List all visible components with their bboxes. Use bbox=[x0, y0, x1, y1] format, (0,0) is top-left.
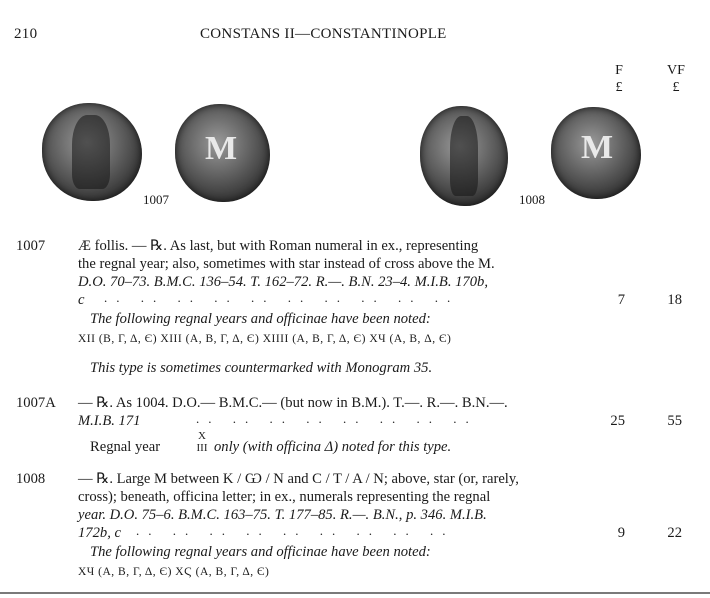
entry-1007-regnal-years: XII (B, Γ, Δ, Є) XIII (A, B, Γ, Δ, Є) XIIII (A, B, Γ, Δ, Є) XЧ (A, B, Δ, Є) bbox=[78, 333, 452, 345]
entry-1007a-note-prefix: Regnal year bbox=[90, 439, 161, 455]
plate-label-1007: 1007 bbox=[143, 192, 169, 207]
entry-1008-line-3: year. D.O. 75–6. B.M.C. 163–75. T. 177–85. R.—. B.N., p. 346. M.I.B. bbox=[78, 507, 487, 523]
leader-dots: .. .. .. .. .. .. .. .. .. bbox=[136, 523, 455, 538]
bottom-edge-divider bbox=[0, 592, 710, 594]
entry-1007a-line-2: M.I.B. 171 bbox=[78, 413, 141, 429]
entry-1008-regnal-years: XЧ (A, B, Γ, Δ, Є) XϚ (A, B, Γ, Δ, Є) bbox=[78, 566, 270, 578]
leader-dots: .. .. .. .. .. .. .. .. bbox=[196, 411, 478, 426]
entry-1007-line-3: D.O. 70–73. B.M.C. 136–54. T. 162–72. R.—. B.N. 23–4. M.I.B. 170b, bbox=[78, 274, 488, 290]
coin-1008-obverse-image bbox=[420, 106, 508, 206]
entry-1008-line-4: 172b, c bbox=[78, 525, 121, 541]
entry-1007-line-4: c bbox=[78, 292, 85, 308]
entry-1007-note: The following regnal years and officinae have been noted: bbox=[90, 311, 431, 327]
grade-vf-heading: VF bbox=[667, 63, 685, 78]
coin-1008-reverse-image: M bbox=[551, 107, 641, 199]
running-title: CONSTANS II—CONSTANTINOPLE bbox=[200, 26, 447, 42]
entry-1007a-price-vf: 55 bbox=[667, 413, 682, 429]
grade-f-heading: F bbox=[615, 63, 623, 78]
entry-1008-note: The following regnal years and officinae have been noted: bbox=[90, 544, 431, 560]
currency-vf: £ bbox=[672, 80, 680, 95]
coin-1007-reverse-image: M bbox=[175, 104, 270, 202]
entry-1007a-line-1: — ℞. As 1004. D.O.— B.M.C.— (but now in B.M.). T.—. R.—. B.N.—. bbox=[78, 395, 508, 411]
entry-1007a-note-suffix: only (with officina Δ) noted for this type. bbox=[214, 439, 452, 455]
entry-1007-line-1: Æ follis. — ℞. As last, but with Roman numeral in ex., representing bbox=[78, 238, 479, 254]
entry-1007-price-f: 7 bbox=[617, 292, 625, 308]
regnal-year-top: X bbox=[198, 430, 206, 442]
entry-1007-price-vf: 18 bbox=[667, 292, 682, 308]
entry-1007a-number: 1007A bbox=[16, 395, 56, 411]
entry-1008-line-2: cross); beneath, officina letter; in ex., numerals representing the regnal bbox=[78, 489, 491, 505]
entry-1007-number: 1007 bbox=[16, 238, 46, 254]
entry-1008-price-vf: 22 bbox=[667, 525, 682, 541]
entry-1008-number: 1008 bbox=[16, 471, 46, 487]
regnal-year-fraction bbox=[195, 430, 209, 454]
entry-1008-price-f: 9 bbox=[617, 525, 625, 541]
coin-1007-obverse-image bbox=[42, 103, 142, 201]
page-number: 210 bbox=[14, 26, 38, 42]
plate-label-1008: 1008 bbox=[519, 192, 545, 207]
entry-1007-line-2: the regnal year; also, sometimes with star instead of cross above the M. bbox=[78, 256, 495, 272]
leader-dots: .. .. .. .. .. .. .. .. .. .. bbox=[104, 290, 460, 305]
entry-1007-footnote: This type is sometimes countermarked with Monogram 35. bbox=[90, 360, 433, 376]
entry-1007a-price-f: 25 bbox=[610, 413, 625, 429]
regnal-year-bottom: III bbox=[196, 442, 208, 454]
entry-1008-line-1: — ℞. Large M between K / Ѡ / N and C / T / A / N; above, star (or, rarely, bbox=[78, 471, 519, 487]
currency-f: £ bbox=[615, 80, 623, 95]
